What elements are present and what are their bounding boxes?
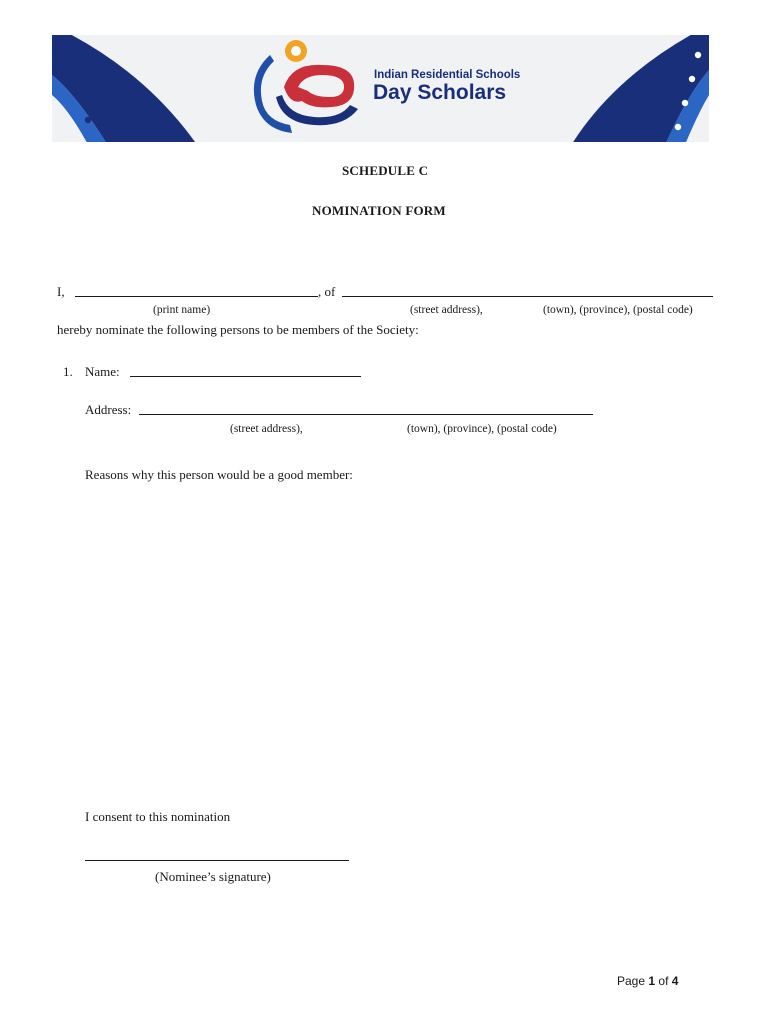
reasons-area[interactable] (85, 490, 685, 790)
nominee-number: 1. (63, 364, 73, 379)
signature-line[interactable] (85, 860, 349, 861)
reasons-label: Reasons why this person would be a good member: (85, 467, 353, 482)
header-banner (52, 35, 709, 142)
nominee-name-label: Name: (85, 364, 120, 379)
logo-emblem-icon (254, 40, 358, 133)
of-label: , of (318, 284, 336, 299)
page-of: of (658, 974, 669, 988)
page-number (617, 974, 678, 988)
nominee-hint-street-address: (street address), (230, 423, 303, 435)
left-arc-decoration (52, 35, 202, 142)
logo-line1: Indian Residential Schools (374, 69, 521, 81)
page-total: 4 (671, 974, 679, 988)
signature-hint: (Nominee’s signature) (155, 869, 271, 884)
nomination-statement: hereby nominate the following persons to be members of the Society: (57, 322, 419, 337)
page-word: Page (617, 974, 646, 988)
dot-decoration (689, 76, 695, 82)
dot-decoration (67, 72, 73, 78)
dot-decoration (64, 50, 70, 56)
form-title: NOMINATION FORM (312, 203, 446, 218)
hint-town-province-postal: (town), (province), (postal code) (543, 304, 693, 316)
consent-text: I consent to this nomination (85, 809, 231, 824)
dot-decoration (695, 52, 701, 58)
dot-decoration (675, 124, 681, 130)
hint-street-address: (street address), (410, 304, 483, 316)
address-line[interactable] (342, 296, 713, 297)
logo-line2: Day Scholars (373, 81, 507, 104)
dot-decoration (85, 117, 91, 123)
page-current: 1 (648, 974, 656, 988)
schedule-title: SCHEDULE C (342, 163, 429, 178)
nominee-address-line[interactable] (139, 414, 593, 415)
intro-prefix: I, (57, 284, 65, 299)
dot-decoration (75, 94, 81, 100)
nominee-address-label: Address: (85, 402, 132, 417)
print-name-line[interactable] (75, 296, 318, 297)
dot-decoration (682, 100, 688, 106)
nominee-hint-town-province-postal: (town), (province), (postal code) (407, 423, 557, 435)
nominee-name-line[interactable] (130, 376, 361, 377)
hint-print-name: (print name) (153, 304, 211, 316)
